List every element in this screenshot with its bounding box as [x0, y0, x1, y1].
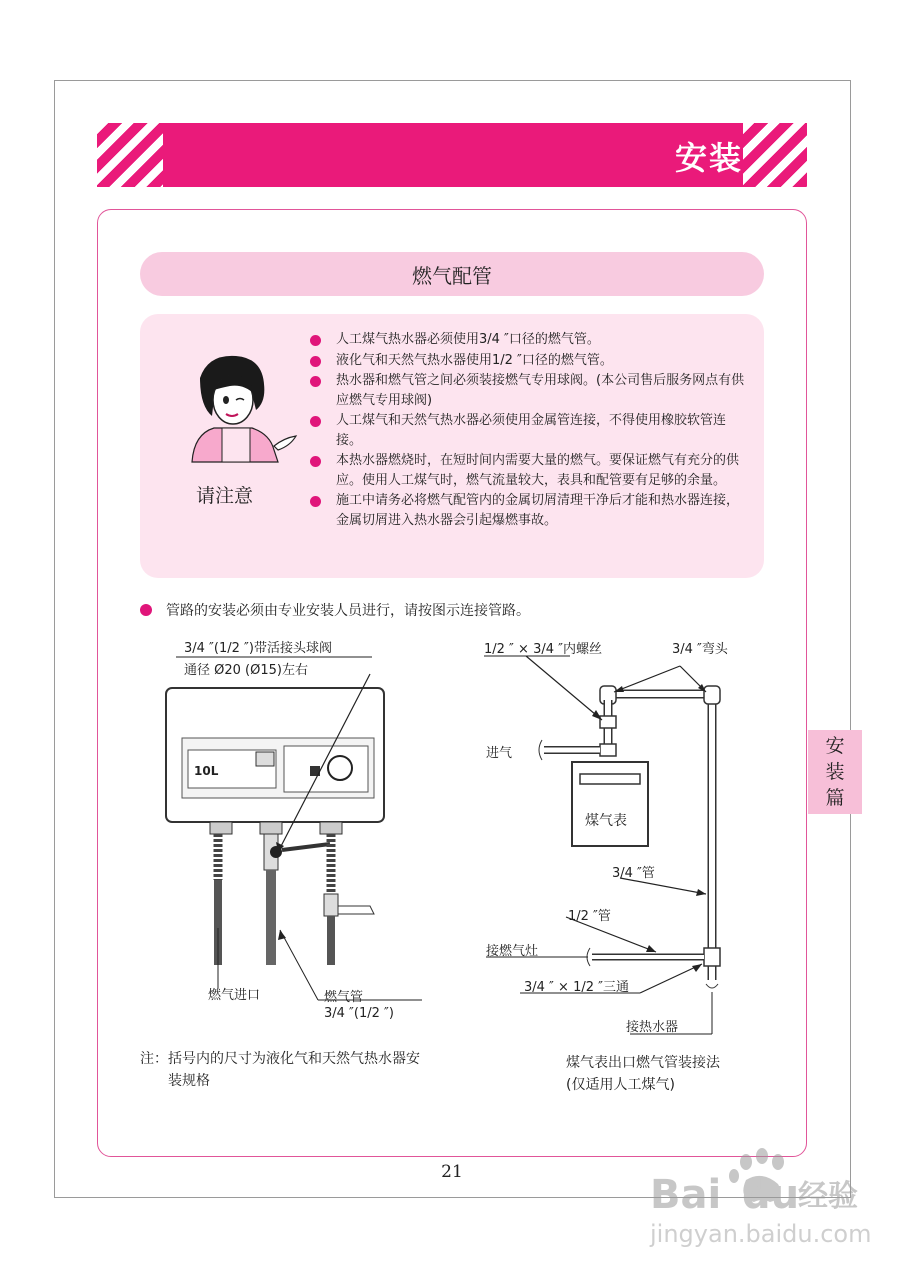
meter-label: 煤气表: [585, 813, 627, 829]
side-tab-char: 安: [825, 735, 845, 757]
caution-label: 请注意: [196, 485, 254, 507]
caution-list: [310, 330, 750, 531]
install-note: 管路的安装必须由专业安装人员进行，请按图示连接管路。: [140, 600, 530, 620]
side-tab: [808, 730, 862, 814]
gas-pipe-label: 燃气管: [324, 990, 364, 1005]
title-banner: [97, 123, 807, 187]
pipe-12-label: 1/2 ″管: [568, 909, 611, 924]
footnote: [140, 1048, 460, 1092]
banner-title: 安装: [674, 139, 743, 177]
gas-pipe-size-label: 3/4 ″(1/2 ″): [324, 1006, 394, 1021]
valve-spec-label: 通径 Ø20 (Ø15)左右: [184, 663, 308, 678]
svg-text:jingyan.baidu.com: jingyan.baidu.com: [650, 1220, 872, 1248]
caution-item: 人工煤气和天然气热水器必须使用金属管连接，不得使用橡胶软管连接。: [310, 411, 750, 450]
banner-stripes-left: [97, 123, 163, 187]
banner-stripes-right: [743, 123, 807, 187]
woman-illustration: [178, 350, 298, 468]
caution-item: 液化气和天然气热水器使用1/2 ″口径的燃气管。: [310, 351, 750, 371]
gas-inlet-label: 燃气进口: [208, 988, 261, 1003]
meter-caption: [566, 1052, 720, 1096]
section-header: 燃气配管: [140, 252, 764, 296]
meter-caption-line: 煤气表出口燃气管装接法: [566, 1055, 720, 1071]
water-heater-diagram: [160, 680, 440, 980]
to-heater-label: 接热水器: [626, 1020, 679, 1035]
valve-label-rule: [176, 656, 376, 658]
valve-label: 3/4 ″(1/2 ″)带活接头球阀: [184, 641, 332, 656]
baidu-watermark-logo: [650, 1140, 890, 1270]
to-stove-label: 接燃气灶: [486, 944, 539, 959]
side-tab-char: 装: [825, 761, 845, 783]
tee-label: 3/4 ″ × 1/2 ″三通: [524, 980, 629, 995]
pipe-34-label: 3/4 ″管: [612, 866, 655, 881]
elbow-label: 3/4 ″弯头: [672, 642, 728, 657]
caution-item: 热水器和燃气管之间必须装接燃气专用球阀。(本公司售后服务网点有供应燃气专用球阀): [310, 371, 750, 410]
caution-item: 本热水器燃烧时，在短时间内需要大量的燃气。要保证燃气有充分的供应。使用人工煤气时，燃气流量较大，表具和配管要有足够的余量。: [310, 451, 750, 490]
heater-model-label: 10L: [194, 764, 219, 778]
meter-caption-line: (仅适用人工煤气): [566, 1077, 675, 1093]
svg-text:Bai: Bai: [650, 1172, 722, 1218]
gas-in-label: 进气: [486, 746, 513, 761]
svg-text:经验: 经验: [798, 1179, 858, 1214]
reducer-label: 1/2 ″ × 3/4 ″内螺丝: [484, 642, 602, 657]
gas-meter-diagram: [480, 640, 740, 1030]
caution-item: 人工煤气热水器必须使用3/4 ″口径的燃气管。: [310, 330, 750, 350]
svg-text:du: du: [742, 1172, 800, 1218]
side-tab-char: 篇: [825, 787, 845, 809]
footnote-line: 注：括号内的尺寸为液化气和天然气热水器安: [140, 1051, 420, 1067]
footnote-line: 装规格: [168, 1073, 210, 1089]
page-number: 21: [441, 1162, 463, 1182]
caution-item: 施工中请务必将燃气配管内的金属切屑清理干净后才能和热水器连接，金属切屑进入热水器会引起爆燃事故。: [310, 491, 750, 530]
